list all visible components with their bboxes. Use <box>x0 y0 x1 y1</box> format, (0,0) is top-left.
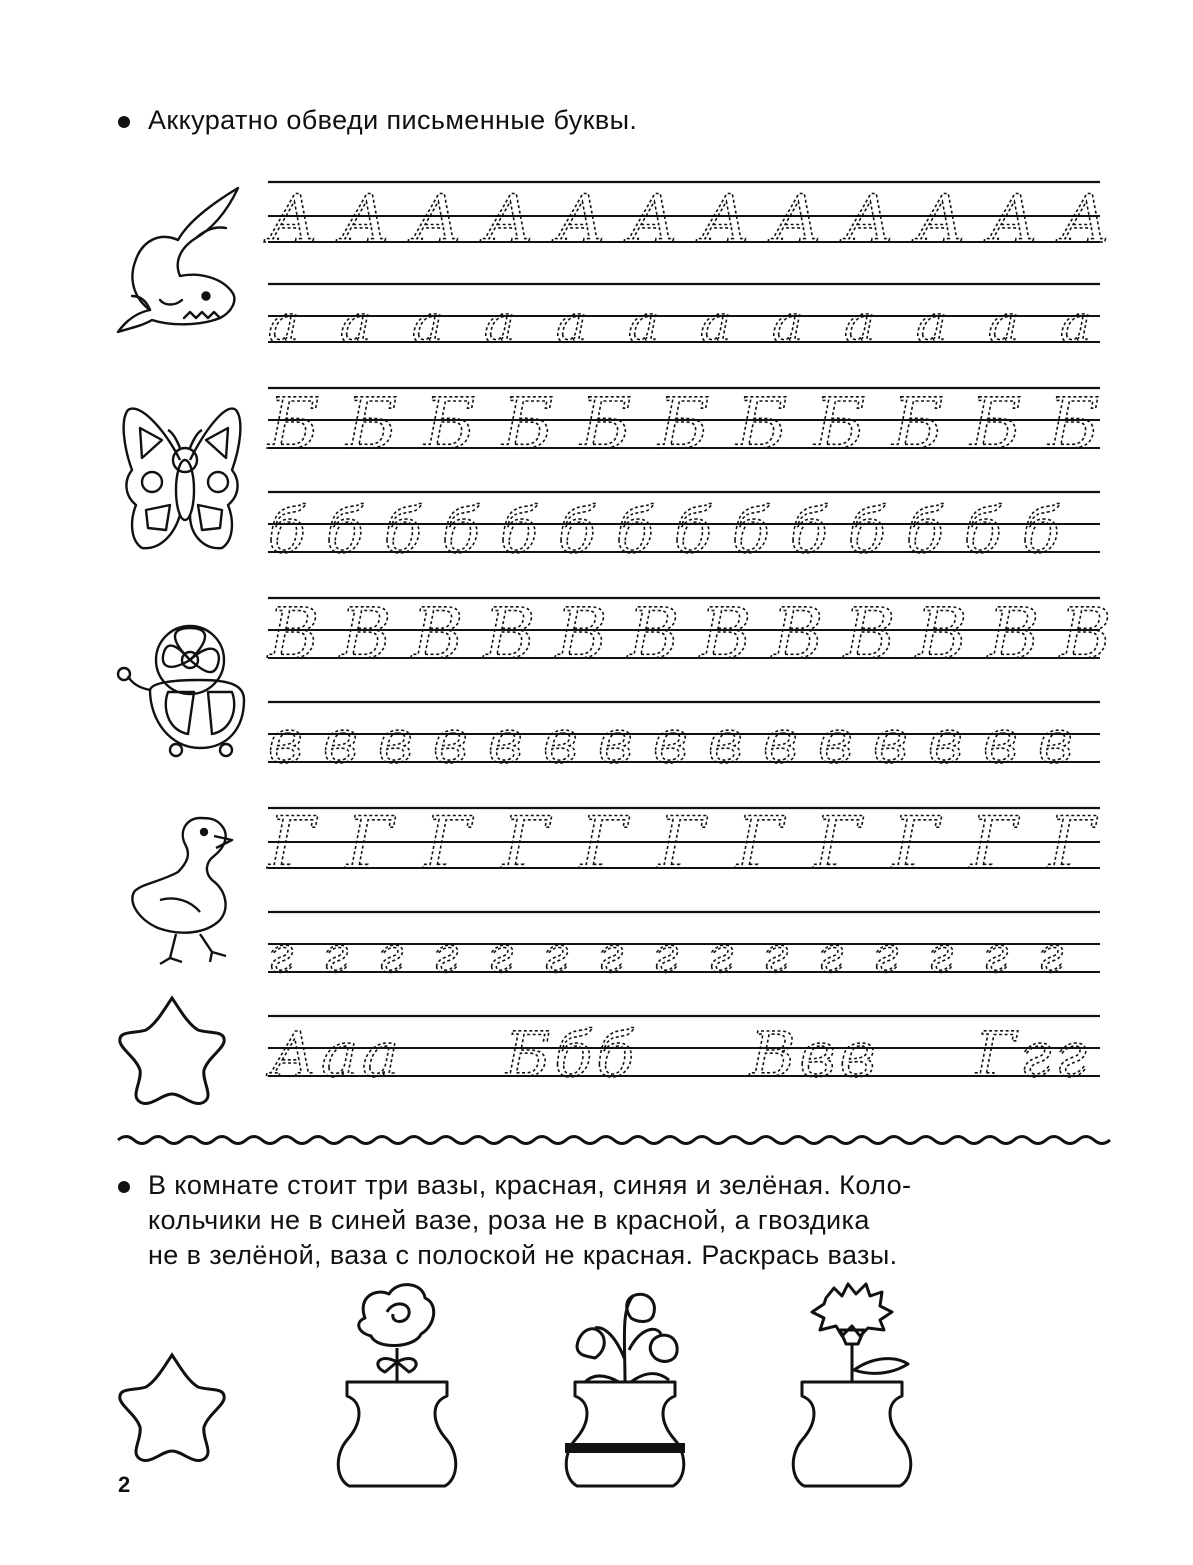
trace-letter-upper-a: А <box>556 181 606 258</box>
trace-letter-upper-g: Г <box>346 801 394 885</box>
trace-letter-lower-b: б <box>616 494 654 567</box>
trace-letter-upper-b: Б <box>346 383 398 465</box>
vase-body[interactable] <box>566 1382 684 1486</box>
trace-letter-upper-b: Б <box>502 383 554 465</box>
trace-letter-upper-v: В <box>340 593 392 675</box>
star-picture-2 <box>120 1355 224 1460</box>
trace-letter-lower-b: б <box>384 494 422 567</box>
trace-letter-lower-v: в <box>543 707 578 777</box>
task2-instruction <box>148 1168 911 1273</box>
trace-letter-lower-v: в <box>983 707 1018 777</box>
task1-text: Аккуратно обведи письменные буквы. <box>148 105 638 135</box>
trace-letter-upper-b: Б <box>892 383 944 465</box>
trace-letter-lower-v: в <box>653 707 688 777</box>
shark-picture <box>118 188 238 332</box>
trace-letter-lower-a: а <box>340 295 372 355</box>
trace-letter-lower-v: в <box>378 707 413 777</box>
butterfly-picture <box>124 409 241 549</box>
trace-letter-lower-b: б <box>964 494 1002 567</box>
trace-letter-upper-b: Б <box>658 383 710 465</box>
trace-letter-lower-v: в <box>488 707 523 777</box>
trace-letter-upper-g: Г <box>424 801 472 885</box>
trace-letter-upper-a: А <box>844 181 894 258</box>
trace-letter-lower-b: б <box>732 494 770 567</box>
trace-letter-lower-b: б <box>558 494 596 567</box>
trace-letter-upper-g: Г <box>268 801 316 885</box>
vase-body[interactable] <box>338 1382 456 1486</box>
trace-letter-upper-v: В <box>916 593 968 675</box>
wavy-separator <box>118 1137 1110 1144</box>
trace-letter-upper-b: Б <box>1048 383 1100 465</box>
trace-letter-lower-g: г <box>488 926 514 984</box>
trace-letter-upper-v: В <box>772 593 824 675</box>
trace-letter-upper-v: В <box>412 593 464 675</box>
trace-letter-lower-g: г <box>708 926 734 984</box>
task2-line2: кольчики не в синей вазе, роза не в красной, а гвоздика <box>148 1205 870 1235</box>
trace-letter-upper-b: Б <box>424 383 476 465</box>
trace-letter-lower-g: г <box>323 926 349 984</box>
trace-letter-upper-g: Г <box>970 801 1018 885</box>
goose-picture <box>132 818 232 964</box>
trace-letter-upper-a: А <box>916 181 966 258</box>
tracing-letters <box>264 181 1111 1091</box>
trace-letter-upper-v: В <box>628 593 680 675</box>
trace-letter-lower-b: б <box>268 494 306 567</box>
trace-letter-upper-b: Б <box>736 383 788 465</box>
trace-letter-lower-a: а <box>412 295 444 355</box>
trace-letter-upper-v: В <box>268 593 320 675</box>
vases-group <box>338 1284 911 1486</box>
trace-letter-lower-a: а <box>1060 295 1092 355</box>
vase-rose[interactable] <box>338 1285 456 1486</box>
trace-letter-upper-v: В <box>1060 593 1112 675</box>
trace-letter-lower-v: в <box>763 707 798 777</box>
trace-letter-upper-v: В <box>700 593 752 675</box>
trace-letter-upper-v: В <box>484 593 536 675</box>
task2-line3: не в зелёной, ваза с полоской не красная. Раскрась вазы. <box>148 1240 898 1270</box>
bell-flower-3 <box>650 1335 677 1361</box>
trace-letter-lower-b: б <box>848 494 886 567</box>
trace-letter-lower-g: г <box>598 926 624 984</box>
review-letter-group: Ввв <box>750 1018 880 1091</box>
vase-body[interactable] <box>793 1382 911 1486</box>
task2-line1: В комнате стоит три вазы, красная, синяя и зелёная. Коло- <box>148 1170 912 1200</box>
bell-flower-2 <box>627 1294 655 1321</box>
rose-center <box>387 1304 409 1322</box>
carnation-flower <box>812 1284 892 1336</box>
vase-stripe <box>565 1443 685 1453</box>
trace-letter-upper-g: Г <box>580 801 628 885</box>
star-picture-1 <box>120 998 224 1103</box>
trace-letter-lower-a: а <box>844 295 876 355</box>
trace-letter-upper-b: Б <box>970 383 1022 465</box>
trace-letter-lower-a: а <box>916 295 948 355</box>
trace-letter-upper-b: Б <box>814 383 866 465</box>
trace-letter-lower-g: г <box>873 926 899 984</box>
trace-letter-lower-v: в <box>928 707 963 777</box>
trace-letter-upper-g: Г <box>892 801 940 885</box>
trace-letter-upper-a: А <box>1060 181 1110 258</box>
trace-letter-lower-g: г <box>818 926 844 984</box>
trace-letter-upper-v: В <box>844 593 896 675</box>
trace-letter-lower-g: г <box>928 926 954 984</box>
rose-flower <box>359 1285 434 1346</box>
trace-letter-upper-a: А <box>268 181 318 258</box>
trace-letter-upper-g: Г <box>814 801 862 885</box>
trace-letter-upper-a: А <box>484 181 534 258</box>
trace-letter-lower-v: в <box>268 707 303 777</box>
trace-letter-lower-g: г <box>653 926 679 984</box>
flower-leaf <box>854 1359 908 1374</box>
trace-letter-upper-v: В <box>556 593 608 675</box>
trace-letter-upper-a: А <box>412 181 462 258</box>
trace-letter-lower-g: г <box>543 926 569 984</box>
trace-letter-upper-a: А <box>628 181 678 258</box>
review-letter-group: Аaa <box>270 1018 403 1091</box>
trace-letter-lower-v: в <box>433 707 468 777</box>
trace-letter-lower-g: г <box>268 926 294 984</box>
trace-letter-lower-v: в <box>818 707 853 777</box>
trace-letter-upper-a: А <box>988 181 1038 258</box>
trace-letter-lower-b: б <box>500 494 538 567</box>
trace-letter-lower-b: б <box>1022 494 1060 567</box>
trace-letter-lower-b: б <box>442 494 480 567</box>
page-number: 2 <box>118 1472 131 1497</box>
trace-letter-lower-v: в <box>1038 707 1073 777</box>
trace-letter-lower-g: г <box>1038 926 1064 984</box>
trace-letter-lower-v: в <box>708 707 743 777</box>
trace-letter-lower-v: в <box>873 707 908 777</box>
vase-carnation[interactable] <box>793 1284 911 1486</box>
trace-letter-lower-a: а <box>988 295 1020 355</box>
trace-letter-lower-b: б <box>906 494 944 567</box>
trace-letter-upper-g: Г <box>658 801 706 885</box>
trace-letter-lower-b: б <box>326 494 364 567</box>
review-letter-group: Ггг <box>975 1018 1091 1091</box>
trace-letter-upper-a: А <box>340 181 390 258</box>
trace-letter-upper-g: Г <box>1048 801 1096 885</box>
trace-letter-lower-a: а <box>484 295 516 355</box>
trace-letter-upper-a: А <box>700 181 750 258</box>
trace-letter-lower-a: а <box>700 295 732 355</box>
trace-letter-lower-a: а <box>628 295 660 355</box>
trace-letter-lower-g: г <box>378 926 404 984</box>
trace-letter-lower-g: г <box>433 926 459 984</box>
trace-letter-upper-v: В <box>988 593 1040 675</box>
trace-letter-lower-g: г <box>983 926 1009 984</box>
trace-letter-lower-b: б <box>790 494 828 567</box>
bell-flower-1 <box>577 1329 604 1358</box>
trace-letter-upper-g: Г <box>502 801 550 885</box>
vase-bells[interactable] <box>565 1294 685 1486</box>
trace-letter-lower-a: а <box>268 295 300 355</box>
review-letter-group: Ббб <box>505 1018 639 1091</box>
helicopter-picture <box>118 626 244 756</box>
trace-letter-lower-a: а <box>556 295 588 355</box>
trace-letter-lower-v: в <box>598 707 633 777</box>
trace-letter-lower-v: в <box>323 707 358 777</box>
trace-letter-upper-g: Г <box>736 801 784 885</box>
task2-bullet <box>118 1181 130 1193</box>
trace-letter-upper-a: А <box>772 181 822 258</box>
trace-letter-lower-a: а <box>772 295 804 355</box>
trace-letter-lower-b: б <box>674 494 712 567</box>
trace-letter-lower-g: г <box>763 926 789 984</box>
trace-letter-upper-b: Б <box>580 383 632 465</box>
trace-letter-upper-b: Б <box>268 383 320 465</box>
